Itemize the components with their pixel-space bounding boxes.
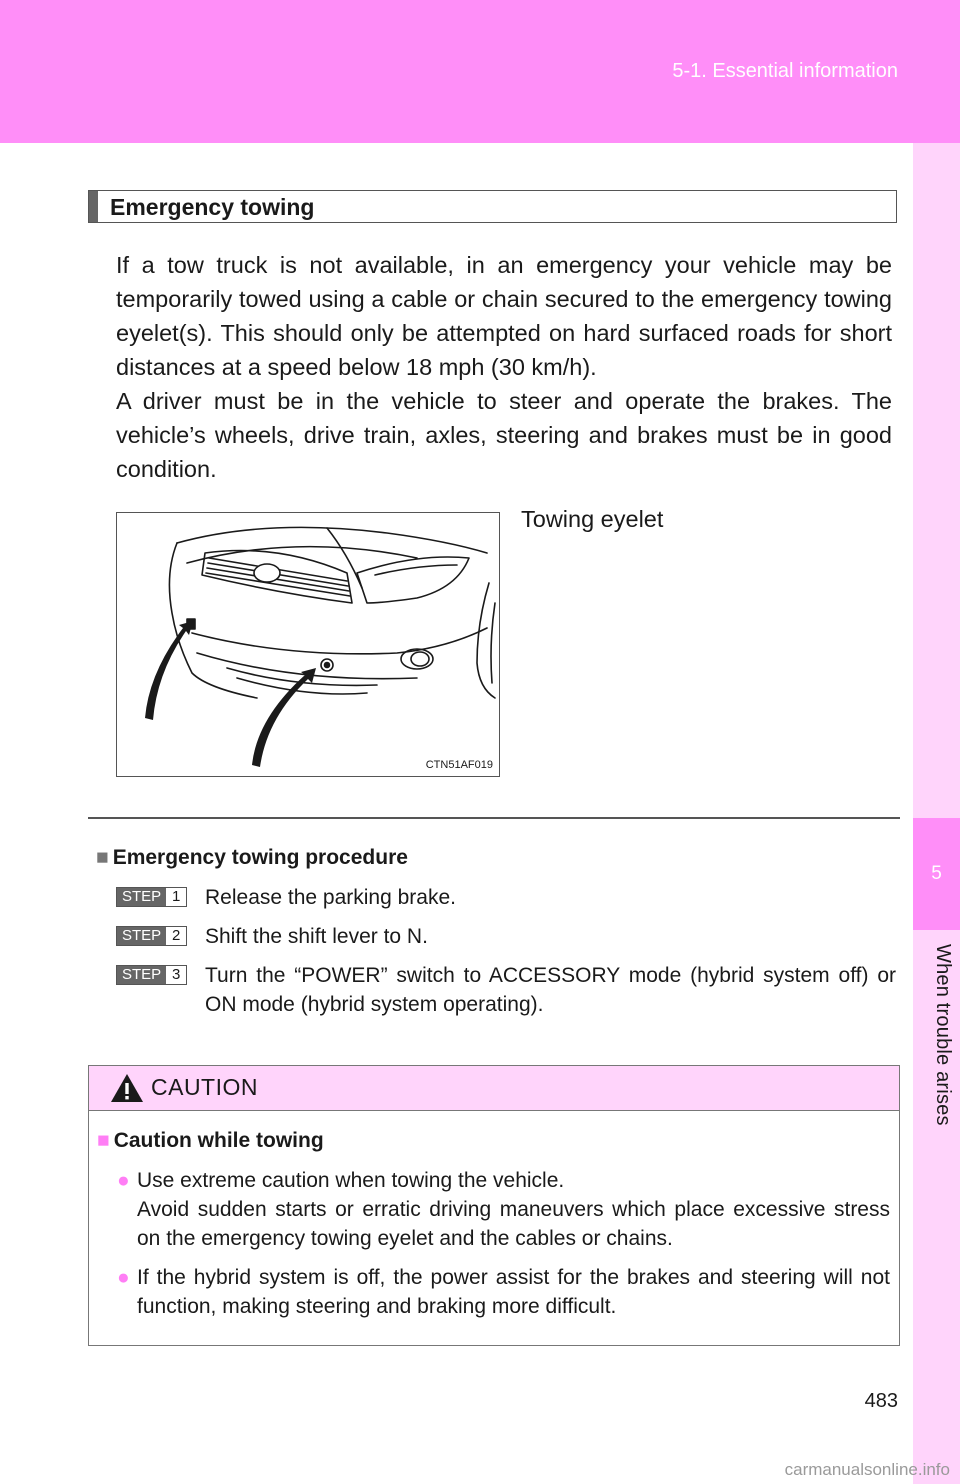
side-tab-label: When trouble arises — [932, 944, 954, 1126]
section-body — [116, 248, 892, 486]
caution-bullet-1-line1: Use extreme caution when towing the vehicle. — [137, 1169, 565, 1192]
warning-triangle-icon — [109, 1072, 145, 1104]
caution-header — [89, 1066, 899, 1111]
side-tab — [913, 143, 960, 1484]
page-number: 483 — [864, 1390, 898, 1412]
section-heading-bar — [89, 191, 98, 222]
paragraph-1: If a tow truck is not available, in an emergency your vehicle may be temporarily towed using a cable or chain secured to the emergency towing eyelet(s). This should only be attempted on hard surfaced roads for short distances at a speed below 18 mph (30 km/h). — [116, 252, 892, 380]
step-text: Release the parking brake. — [205, 886, 456, 909]
vehicle-front-figure — [116, 512, 500, 777]
step-word: STEP — [117, 927, 166, 945]
step-badge — [116, 887, 187, 907]
caution-subheading — [97, 1129, 324, 1153]
bullet-dot-icon: ● — [117, 1266, 130, 1289]
procedure-heading-text: Emergency towing procedure — [112, 846, 408, 869]
section-title: Emergency towing — [110, 194, 315, 220]
caution-bullet-1-line2: Avoid sudden starts or erratic driving maneuvers which place excessive stress on the emergency towing eyelet and the cables or chains. — [137, 1198, 890, 1250]
caution-bullet-1 — [117, 1166, 890, 1253]
bullet-dot-icon: ● — [117, 1169, 130, 1192]
step-text: Turn the “POWER” switch to ACCESSORY mode (hybrid system off) or ON mode (hybrid system operating). — [205, 964, 896, 1016]
section-heading — [88, 190, 897, 223]
step-badge — [116, 965, 187, 985]
step-text: Shift the shift lever to N. — [205, 925, 428, 948]
step-1 — [116, 883, 896, 912]
step-number: 1 — [166, 888, 186, 906]
procedure-heading — [96, 846, 408, 870]
step-word: STEP — [117, 888, 166, 906]
caution-title: CAUTION — [151, 1074, 258, 1100]
step-2 — [116, 922, 896, 951]
figure-callout-towing-eyelet: Towing eyelet — [521, 506, 664, 532]
square-bullet-icon: ■ — [97, 1129, 110, 1152]
section-divider — [88, 817, 900, 819]
paragraph-2: A driver must be in the vehicle to steer and operate the brakes. The vehicle’s wheels, drive train, axles, steering and brakes must be in good condition. — [116, 388, 892, 482]
step-number: 3 — [166, 966, 186, 984]
figure-code: CTN51AF019 — [425, 759, 493, 771]
step-number: 2 — [166, 927, 186, 945]
vehicle-front-illustration — [117, 513, 500, 777]
caution-subheading-text: Caution while towing — [113, 1129, 324, 1152]
step-word: STEP — [117, 966, 166, 984]
step-3 — [116, 961, 896, 1019]
caution-bullet-2 — [117, 1263, 890, 1321]
watermark[interactable]: carmanualsonline.info — [784, 1460, 950, 1479]
step-badge — [116, 926, 187, 946]
caution-box — [88, 1065, 900, 1346]
square-bullet-icon: ■ — [96, 846, 109, 869]
header-section-title: 5-1. Essential information — [672, 60, 898, 82]
caution-bullet-2-line1: If the hybrid system is off, the power assist for the brakes and steering will not function, making steering and braking more difficult. — [137, 1266, 890, 1318]
side-tab-number[interactable]: 5 — [913, 818, 960, 930]
